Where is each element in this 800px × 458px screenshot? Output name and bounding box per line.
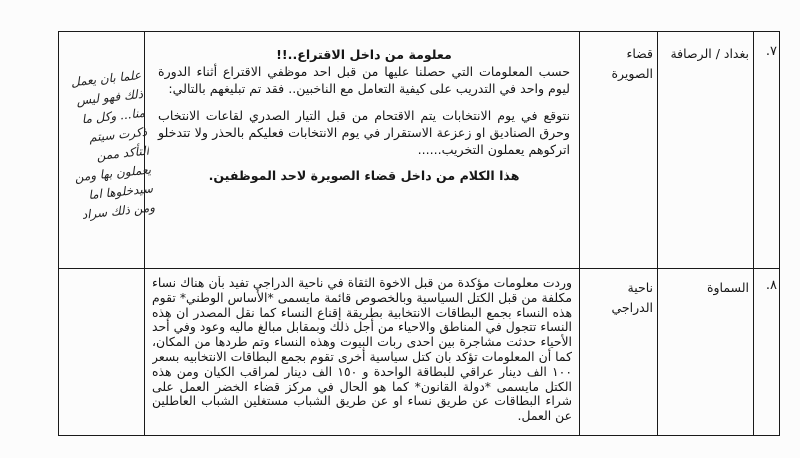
details-cell: [152, 276, 572, 432]
district-cell: ناحية الدراجي: [611, 280, 653, 315]
row-number: ٧.: [765, 44, 777, 59]
handwritten-note: علما بان يعمل ذلك فهو ليس منا... وكل ما ذكرت سيتم التأكد ممن يعملون بها ومن سيدخلوها اما ومن ذلك سراد: [70, 67, 156, 222]
row-number: ٨.: [765, 278, 777, 293]
details-paragraph: حسب المعلومات التي حصلنا عليها من قبل احد موظفي الاقتراع أثناء الدورة ليوم واحد في التدريب على كيفية التعامل مع الناخبين.. فقد تم تبليغهم بالتالي:: [158, 64, 570, 97]
details-paragraph: نتوقع في يوم الانتخابات يتم الاقتحام من قبل التيار الصدري لقاعات الانتخاب وحرق الصناديق او زعزعة الاستقرار في يوم الانتخابات فعليكم بالحذر ولا تتدخلو اتركوهم يعملون التخريب......: [158, 107, 570, 158]
details-cell: [158, 46, 570, 184]
column-divider-province: [657, 31, 658, 436]
province-cell: السماوة: [706, 280, 749, 295]
details-paragraph: وردت معلومات مؤكدة من قبل الاخوة الثقاة في ناحية الدراجي تفيد بأن هناك نساء مكلفة من قبل الكتل السياسية وبالخصوص قائمة مايسمى *الأساس الوطني* تقوم هذه النساء بجمع البطاقات الانتخابية بطريقة إقناع النساء كما نقل المصدر ان هذه النساء تتجول في المناطق والاحياء من أجل ذلك وبمقابل مبالغ ماليه وعود وفي أحد الأحياء حدثت مشاجرة بين احدى ربات البيوت وهذه النساء وتم طردها من المكان، كما أن المعلومات تؤكد بان كتل سياسية أخرى تقوم بجمع البطاقات الانتخابيه بسعر ١٠٠ الف دينار عراقي للبطاقة الواحدة و ١٥٠ الف دينار لمراقب الكيان ومن هذه الكتل مايسمى *دولة القانون* كما هو الحال في مركز قضاء الخضر العمل على شراء البطاقات عن طريق نساء او عن طريق الشباب مستغلين الشباب العاطلين عن العمل.: [152, 276, 572, 424]
details-title: معلومة من داخل الاقتراع..!!: [276, 47, 452, 62]
district-cell: قضاء الصويرة: [611, 46, 653, 81]
column-divider-number: [753, 31, 754, 436]
column-divider-district: [579, 31, 580, 436]
row-divider: [58, 268, 780, 269]
details-closing: هذا الكلام من داخل قضاء الصويرة لاحد الموظفين.: [208, 168, 520, 184]
province-cell: بغداد / الرصافة: [670, 46, 749, 61]
